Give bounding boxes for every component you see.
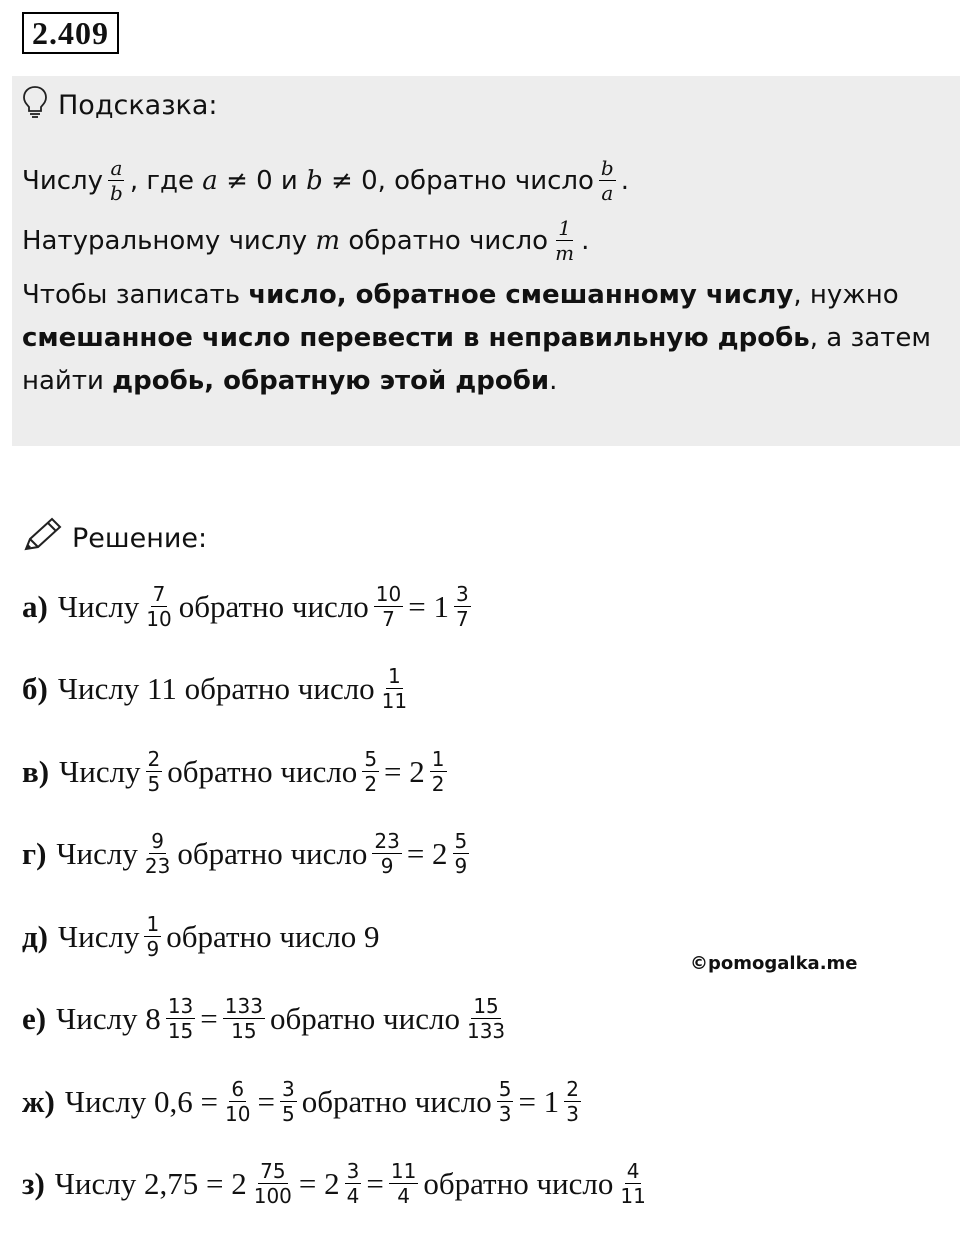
text-segment: число, обратное смешанному числу xyxy=(248,280,794,310)
numerator: 6 xyxy=(231,1077,245,1101)
fraction xyxy=(430,749,447,794)
text-segment: обратно число xyxy=(348,225,549,256)
solution-title xyxy=(22,522,207,554)
solution-row-v xyxy=(22,749,452,794)
fraction xyxy=(618,1161,647,1206)
text-segment: Числу xyxy=(59,753,141,789)
text-segment: = 2 xyxy=(384,753,425,789)
text-segment: Числу 2,75 = 2 xyxy=(54,1165,247,1201)
fraction xyxy=(453,831,470,876)
text-segment: ≠ 0 и xyxy=(226,165,298,196)
denominator: 7 xyxy=(455,607,469,631)
fraction-1-over-m xyxy=(553,218,576,263)
numerator: 11 xyxy=(390,1159,417,1183)
text-segment: обратно число 9 xyxy=(166,918,380,954)
hint-title xyxy=(22,90,218,120)
denominator: 23 xyxy=(144,854,171,878)
fraction xyxy=(374,584,403,629)
text-segment: ≠ 0, обратно число xyxy=(331,165,594,196)
text-segment: Числу 8 xyxy=(56,1000,161,1036)
fraction xyxy=(389,1161,418,1206)
numerator: 5 xyxy=(364,747,378,771)
numerator: 5 xyxy=(454,829,468,853)
denominator: 3 xyxy=(566,1102,579,1126)
denominator: 100 xyxy=(253,1184,292,1208)
denominator: 2 xyxy=(431,772,445,796)
denominator: 10 xyxy=(225,1102,251,1126)
numerator: 10 xyxy=(375,582,402,606)
numerator: 23 xyxy=(374,829,400,853)
fraction xyxy=(564,1079,581,1124)
hint-line-2 xyxy=(22,218,589,263)
numerator: 133 xyxy=(224,994,263,1018)
hint-line-4 xyxy=(22,323,931,353)
fraction-b-over-a xyxy=(599,158,616,203)
hint-line-1 xyxy=(22,158,629,203)
solution-row-d xyxy=(22,914,380,959)
denominator: a xyxy=(601,181,614,205)
fraction xyxy=(252,1161,294,1206)
denominator: 133 xyxy=(466,1019,506,1043)
denominator: m xyxy=(555,241,575,265)
text-segment: m xyxy=(315,225,341,256)
fraction xyxy=(143,831,172,876)
hint-title-text: Подсказка: xyxy=(58,89,218,121)
text-segment: обратно число xyxy=(178,588,369,624)
numerator: 1 xyxy=(558,216,571,240)
numerator: 75 xyxy=(260,1159,286,1183)
text-segment: Натуральному числу xyxy=(22,225,308,256)
numerator: 13 xyxy=(167,994,194,1018)
numerator: 15 xyxy=(473,994,499,1018)
text-segment: обратно число xyxy=(269,1000,460,1036)
numerator: 1 xyxy=(431,747,445,771)
item-label: ж) xyxy=(22,1083,55,1119)
denominator: 11 xyxy=(620,1184,646,1208)
solution-row-z xyxy=(22,1161,653,1206)
denominator: 15 xyxy=(231,1019,257,1043)
text-segment: обратно число xyxy=(301,1083,492,1119)
numerator: a xyxy=(110,156,123,180)
solution-row-e xyxy=(22,996,512,1041)
numerator: 5 xyxy=(498,1077,512,1101)
text-segment: Числу 11 обратно число xyxy=(57,670,375,706)
denominator: 4 xyxy=(346,1184,360,1208)
denominator: 11 xyxy=(381,689,408,713)
text-segment: = xyxy=(366,1165,384,1201)
fraction xyxy=(146,749,163,794)
fraction xyxy=(454,584,471,629)
text-segment: Чтобы записать xyxy=(22,280,249,310)
numerator: 3 xyxy=(281,1077,295,1101)
fraction xyxy=(345,1161,362,1206)
item-label: з) xyxy=(22,1165,45,1201)
fraction xyxy=(372,831,401,876)
denominator: 9 xyxy=(380,854,394,878)
text-segment: = 2 xyxy=(406,835,448,871)
text-segment: = 1 xyxy=(518,1083,560,1119)
fraction xyxy=(362,749,379,794)
fraction xyxy=(465,996,507,1041)
text-segment: . xyxy=(620,165,629,196)
item-label: г) xyxy=(22,835,47,871)
denominator: 9 xyxy=(454,854,468,878)
text-segment: найти xyxy=(22,366,113,396)
text-segment: Числу xyxy=(22,165,104,196)
text-segment: Числу 0,6 = xyxy=(64,1083,219,1119)
lightbulb-icon xyxy=(22,85,48,126)
fraction xyxy=(166,996,195,1041)
text-segment: обратно число xyxy=(167,753,358,789)
text-segment: a xyxy=(202,165,218,196)
hint-line-5 xyxy=(22,366,557,396)
text-segment: обратно число xyxy=(177,835,368,871)
text-segment: = xyxy=(257,1083,275,1119)
solution-title-text: Решение: xyxy=(72,522,208,554)
text-segment: дробь, обратную этой дроби xyxy=(112,366,550,396)
numerator: 3 xyxy=(455,582,469,606)
hint-line-3 xyxy=(22,280,899,310)
text-segment: Числу xyxy=(58,918,140,954)
fraction xyxy=(223,1079,252,1124)
text-segment: = xyxy=(200,1000,218,1036)
denominator: 9 xyxy=(146,937,160,961)
numerator: 4 xyxy=(626,1159,640,1183)
denominator: 3 xyxy=(498,1102,512,1126)
numerator: b xyxy=(600,156,614,180)
solution-row-g xyxy=(22,831,474,876)
text-segment: b xyxy=(306,165,323,196)
denominator: 7 xyxy=(382,607,395,631)
text-segment: . xyxy=(549,366,558,396)
text-segment: Числу xyxy=(57,588,140,624)
pencil-icon xyxy=(22,517,64,560)
text-segment: , нужно xyxy=(793,280,899,310)
solution-row-b xyxy=(22,666,414,711)
fraction xyxy=(497,1079,514,1124)
denominator: 4 xyxy=(397,1184,410,1208)
numerator: 1 xyxy=(146,912,160,936)
text-segment: , где xyxy=(129,165,195,196)
numerator: 3 xyxy=(346,1159,360,1183)
item-label: е) xyxy=(22,1000,47,1036)
solution-row-a xyxy=(22,584,476,629)
watermark: ©pomogalka.me xyxy=(690,953,858,974)
denominator: 15 xyxy=(167,1019,194,1043)
text-segment: Числу xyxy=(56,835,138,871)
denominator: 5 xyxy=(147,772,161,796)
item-label: д) xyxy=(22,918,49,954)
denominator: 10 xyxy=(146,607,172,631)
numerator: 2 xyxy=(566,1077,579,1101)
text-segment: = 1 xyxy=(408,588,449,624)
problem-number: 2.409 xyxy=(22,12,119,54)
solution-row-zh xyxy=(22,1079,586,1124)
item-label: в) xyxy=(22,753,50,789)
denominator: 2 xyxy=(364,772,378,796)
fraction xyxy=(223,996,265,1041)
text-segment: . xyxy=(581,225,590,256)
fraction xyxy=(144,914,161,959)
numerator: 2 xyxy=(147,747,161,771)
text-segment: = 2 xyxy=(298,1165,340,1201)
numerator: 9 xyxy=(151,829,164,853)
fraction xyxy=(144,584,173,629)
denominator: 5 xyxy=(281,1102,295,1126)
numerator: 1 xyxy=(388,664,401,688)
item-label: а) xyxy=(22,588,48,624)
numerator: 7 xyxy=(152,582,166,606)
denominator: b xyxy=(110,181,123,205)
text-segment: , а затем xyxy=(809,323,931,353)
item-label: б) xyxy=(22,670,48,706)
text-segment: смешанное число перевести в неправильную дробь xyxy=(22,323,810,353)
fraction xyxy=(380,666,409,711)
fraction-a-over-b xyxy=(108,158,125,203)
fraction xyxy=(280,1079,297,1124)
text-segment: обратно число xyxy=(423,1165,614,1201)
